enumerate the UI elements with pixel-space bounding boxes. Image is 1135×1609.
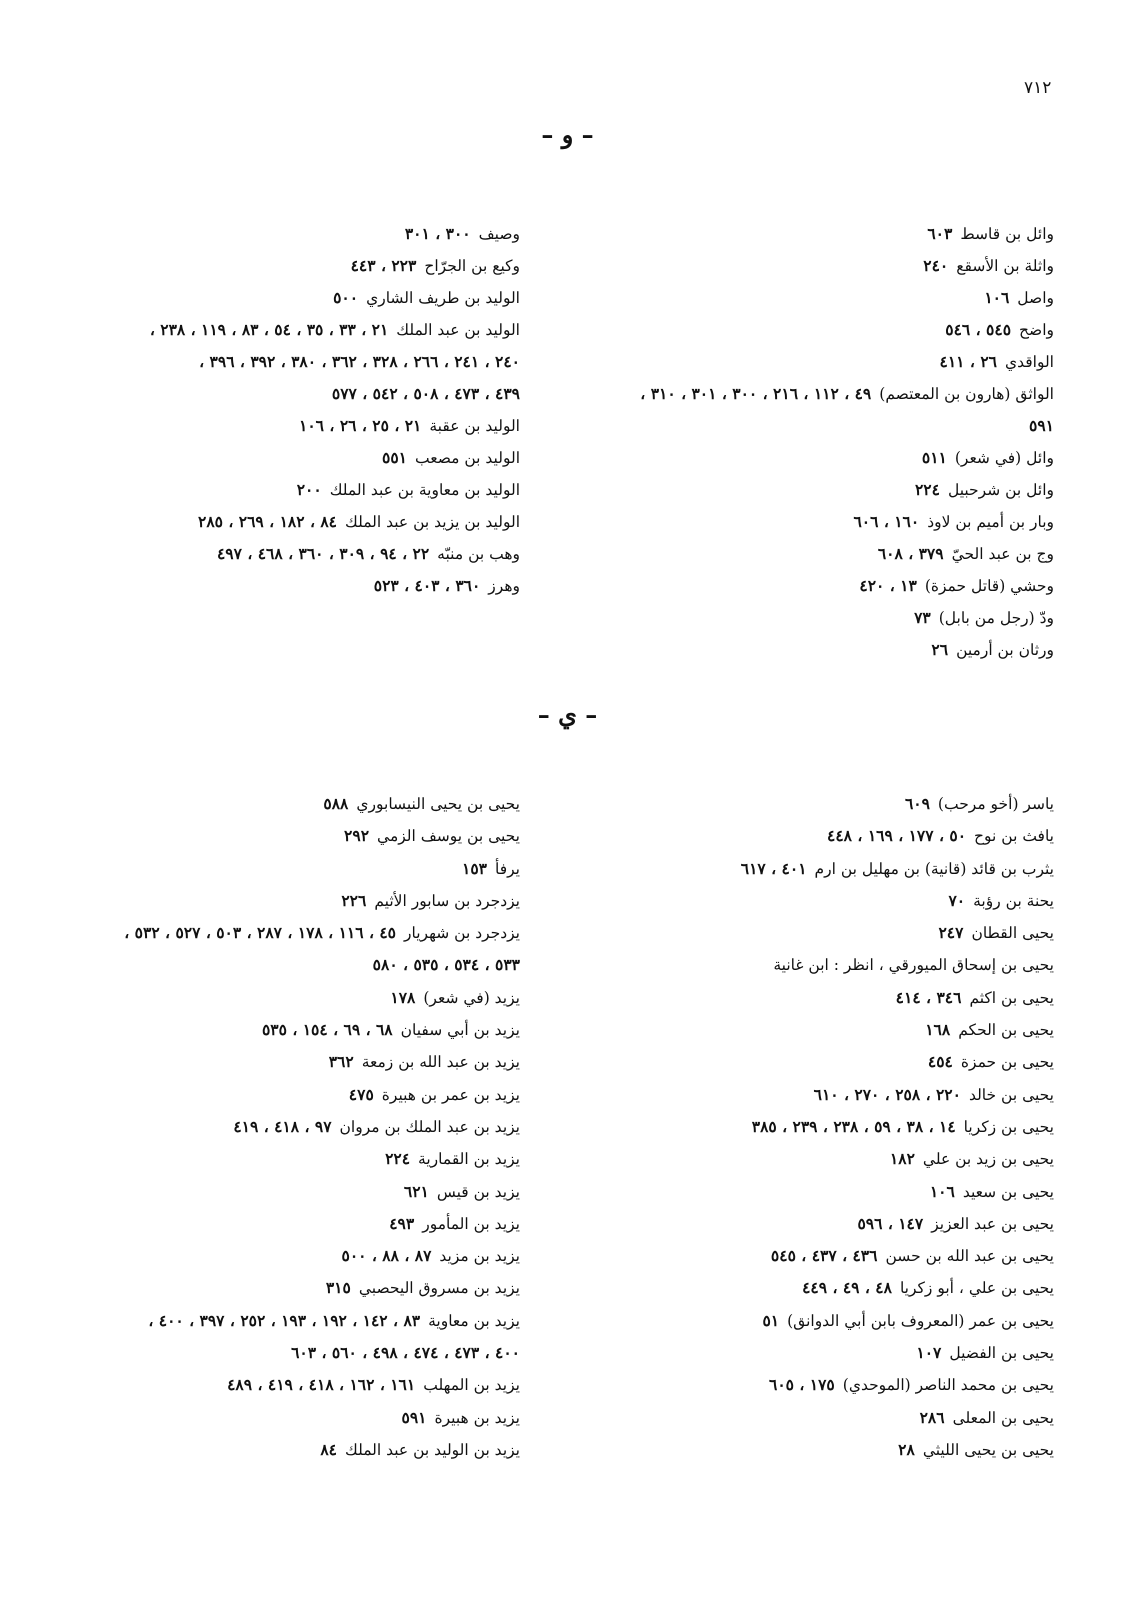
entry-name: يحيى بن خالد [968, 1085, 1054, 1104]
index-entry [560, 1402, 1054, 1434]
entry-name: يزيد بن هبيرة [434, 1408, 520, 1427]
index-column-ya-left [40, 788, 520, 1466]
index-entry [560, 570, 1054, 602]
entry-page-refs: ٤٣٦ ، ٤٣٧ ، ٥٤٥ [770, 1246, 878, 1266]
entry-page-refs: ٢٢٣ ، ٤٤٣ [350, 256, 417, 275]
index-entry [560, 1305, 1054, 1337]
index-entry [40, 982, 520, 1014]
index-entry [560, 314, 1054, 346]
index-entry [560, 982, 1054, 1014]
index-entry [40, 788, 520, 820]
index-entry [560, 1143, 1054, 1175]
index-entry [560, 634, 1054, 666]
entry-name: وحشي (قاتل حمزة) [924, 577, 1054, 595]
entry-name: الوليد بن يزيد بن عبد الملك [345, 513, 520, 531]
entry-page-refs: ١٣ ، ٤٢٠ [859, 576, 917, 595]
entry-page-refs: ٤٩ ، ١١٢ ، ٢١٦ ، ٣٠٠ ، ٣٠١ ، ٣١٠ ، [640, 384, 872, 403]
index-entry [560, 1079, 1054, 1111]
entry-page-refs: ٢٢٠ ، ٢٥٨ ، ٢٧٠ ، ٦١٠ [813, 1084, 961, 1104]
entry-page-refs: ٦٨ ، ٦٩ ، ١٥٤ ، ٥٣٥ [261, 1020, 393, 1040]
index-entry [40, 378, 520, 410]
entry-name: وائل (في شعر) [954, 449, 1054, 467]
entry-page-refs: ٥٠٠ [333, 288, 359, 307]
entry-name: يزيد بن معاوية [428, 1311, 520, 1330]
entry-page-refs: ٣٤٦ ، ٤١٤ [895, 987, 962, 1007]
entry-name: يحيى بن يوسف الزمي [377, 827, 520, 846]
index-entry [40, 1305, 520, 1337]
entry-name: يحيى القطان [971, 924, 1054, 943]
entry-page-refs: ٥١١ [921, 448, 947, 467]
entry-name: يحيى بن اكثم [969, 988, 1054, 1007]
index-entry [40, 1046, 520, 1078]
entry-page-refs: ٥٣٣ ، ٥٣٤ ، ٥٣٥ ، ٥٨٠ [372, 955, 520, 975]
entry-name: يحيى بن محمد الناصر (الموحدي) [842, 1376, 1054, 1395]
entry-page-refs: ٣٧٩ ، ٦٠٨ [877, 544, 944, 563]
index-entry [40, 1402, 520, 1434]
index-entry [560, 1208, 1054, 1240]
entry-name: يحيى بن زكريا [963, 1117, 1054, 1136]
entry-page-refs: ٦٠٣ [927, 224, 953, 243]
entry-name: ورثان بن أرمين [956, 641, 1054, 659]
entry-name: يحيى بن عمر (المعروف بابن أبي الدوانق) [787, 1311, 1054, 1330]
entry-name: يحيى بن علي ، أبو زكريا [899, 1279, 1054, 1298]
entry-page-refs: ٤٨ ، ٤٩ ، ٤٤٩ [802, 1278, 892, 1298]
entry-name: الوليد بن عقبة [429, 417, 520, 435]
entry-name: يزيد بن أبي سفيان [400, 1021, 520, 1040]
index-entry [40, 885, 520, 917]
entry-page-refs: ١٦١ ، ١٦٢ ، ٤١٨ ، ٤١٩ ، ٤٨٩ [227, 1375, 416, 1395]
index-entry [560, 474, 1054, 506]
index-entry [560, 1337, 1054, 1369]
entry-name: واضح [1019, 321, 1054, 339]
index-entry [560, 1434, 1054, 1466]
index-entry [560, 853, 1054, 885]
entry-name: وبار بن أميم بن لاوذ [927, 513, 1054, 531]
entry-name: الواقدي [1004, 353, 1054, 371]
entry-page-refs: ٤٥٤ [927, 1052, 953, 1072]
entry-page-refs: ٨٧ ، ٨٨ ، ٥٠٠ [341, 1246, 432, 1266]
entry-name: الوليد بن طريف الشاري [366, 289, 520, 307]
entry-page-refs: ٨٤ ، ١٨٢ ، ٢٦٩ ، ٢٨٥ [198, 512, 337, 531]
entry-page-refs: ١٦٨ [925, 1020, 951, 1040]
index-entry [40, 474, 520, 506]
entry-page-refs: ٣٦٠ ، ٤٠٣ ، ٥٢٣ [373, 576, 481, 595]
index-entry [40, 506, 520, 538]
entry-name: يحيى بن المعلى [952, 1408, 1054, 1427]
entry-page-refs: ١٧٨ [390, 987, 416, 1007]
index-entry [40, 218, 520, 250]
entry-page-refs: ٢٢ ، ٩٤ ، ٣٠٩ ، ٣٦٠ ، ٤٦٨ ، ٤٩٧ [216, 544, 430, 563]
entry-name: يزيد بن المأمور [422, 1214, 520, 1233]
entry-name: ياسر (أخو مرحب) [937, 795, 1054, 813]
entry-name: الوليد بن مصعب [415, 449, 520, 467]
index-entry [560, 1369, 1054, 1401]
index-entry [40, 1143, 520, 1175]
entry-name: يرفأ [495, 859, 520, 878]
index-entry [560, 917, 1054, 949]
entry-page-refs: ٥٥١ [382, 448, 408, 467]
entry-page-refs: ٥٠ ، ١٧٧ ، ١٦٩ ، ٤٤٨ [827, 826, 967, 846]
index-entry [40, 410, 520, 442]
entry-page-refs: ٥٤٥ ، ٥٤٦ [945, 320, 1012, 339]
index-entry [560, 442, 1054, 474]
index-entry [40, 917, 520, 949]
entry-page-refs: ٧٠ [948, 890, 966, 910]
entry-name: الوليد بن عبد الملك [396, 321, 520, 339]
index-entry [560, 250, 1054, 282]
index-entry [40, 820, 520, 852]
index-entry [40, 1369, 520, 1401]
index-entry [40, 853, 520, 885]
index-entry [560, 1111, 1054, 1143]
entry-name: واثلة بن الأسقع [956, 257, 1054, 275]
entry-page-refs: ٤٣٩ ، ٤٧٣ ، ٥٠٨ ، ٥٤٢ ، ٥٧٧ [331, 384, 520, 403]
entry-name: يزيد بن عبد الملك بن مروان [339, 1117, 520, 1136]
entry-page-refs: ١٧٥ ، ٦٠٥ [769, 1375, 835, 1395]
entry-page-refs: ١٠٦ [929, 1181, 955, 1201]
entry-name: وهب بن منبّه [437, 545, 520, 563]
entry-name: وائل بن قاسط [960, 225, 1054, 243]
entry-name: يزدجرد بن سابور الأثيم [374, 891, 520, 910]
index-entry [560, 378, 1054, 410]
entry-page-refs: ٥٩١ [401, 1407, 427, 1427]
entry-name: الوليد بن معاوية بن عبد الملك [329, 481, 520, 499]
entry-name: يزيد بن الوليد بن عبد الملك [345, 1440, 520, 1459]
entry-name: يزيد (في شعر) [423, 988, 520, 1007]
entry-page-refs: ٨٤ [320, 1439, 337, 1459]
index-entry [40, 570, 520, 602]
entry-name: يافث بن نوح [974, 827, 1054, 846]
entry-name: يزيد بن المهلب [423, 1376, 520, 1395]
entry-name: الواثق (هارون بن المعتصم) [879, 385, 1054, 403]
entry-page-refs: ١٠٧ [916, 1343, 942, 1363]
index-entry [560, 1176, 1054, 1208]
entry-page-refs: ١٨٢ [889, 1149, 915, 1169]
entry-page-refs: ٦٠٩ [904, 794, 930, 813]
index-entry [40, 250, 520, 282]
entry-page-refs: ٥٨٨ [323, 794, 349, 813]
entry-name: يزيد بن عبد الله بن زمعة [361, 1053, 520, 1072]
index-entry [40, 1111, 520, 1143]
entry-name: يحيى بن إسحاق الميورقي ، انظر : ابن غانية [773, 956, 1054, 975]
entry-page-refs: ٥١ [762, 1310, 780, 1330]
entry-name: ودّ (رجل من بابل) [938, 609, 1054, 627]
index-entry [560, 788, 1054, 820]
entry-page-refs: ٢٦ ، ٤١١ [939, 352, 997, 371]
index-entry [560, 218, 1054, 250]
entry-page-refs: ٢٨٦ [919, 1407, 945, 1427]
entry-name: يحنة بن رؤبة [973, 891, 1054, 910]
entry-page-refs: ١٠٦ [984, 288, 1010, 307]
index-entry [40, 1434, 520, 1466]
index-entry [40, 1014, 520, 1046]
entry-page-refs: ٤٩٣ [389, 1213, 415, 1233]
entry-name: يزيد بن قيس [436, 1182, 520, 1201]
entry-name: يزيد بن مسروق اليحصبي [358, 1279, 520, 1298]
entry-page-refs: ٤٥ ، ١١٦ ، ١٧٨ ، ٢٨٧ ، ٥٠٣ ، ٥٢٧ ، ٥٣٢ ، [124, 923, 397, 943]
entry-name: يزيد بن مزيد [439, 1247, 520, 1266]
entry-name: يحيى بن الحكم [958, 1021, 1054, 1040]
entry-page-refs: ٥٩١ [1029, 416, 1054, 435]
entry-page-refs: ٢٢٦ [341, 890, 367, 910]
entry-name: يزيد بن القمارية [418, 1150, 520, 1169]
entry-page-refs: ١٤ ، ٣٨ ، ٥٩ ، ٢٣٨ ، ٢٣٩ ، ٣٨٥ [751, 1116, 956, 1136]
index-column-waw-left [40, 218, 520, 602]
entry-page-refs: ٢٤٠ ، ٢٤١ ، ٢٦٦ ، ٣٢٨ ، ٣٦٢ ، ٣٨٠ ، ٣٩٢ ، ٣٩٦ ، [199, 352, 520, 371]
entry-page-refs: ٤٠٠ ، ٤٧٣ ، ٤٧٤ ، ٤٩٨ ، ٥٦٠ ، ٦٠٣ [291, 1343, 520, 1363]
entry-page-refs: ٢٨ [898, 1439, 915, 1459]
entry-page-refs: ٤٠١ ، ٦١٧ [740, 858, 807, 878]
entry-page-refs: ٨٣ ، ١٤٢ ، ١٩٢ ، ١٩٣ ، ٢٥٢ ، ٣٩٧ ، ٤٠٠ ، [148, 1310, 421, 1330]
section-heading-ya: – ي – [537, 700, 598, 729]
entry-page-refs: ٤٧٥ [348, 1084, 374, 1104]
index-entry [40, 1240, 520, 1272]
index-entry [40, 538, 520, 570]
index-entry [560, 282, 1054, 314]
index-entry [560, 602, 1054, 634]
entry-page-refs: ٧٣ [914, 608, 931, 627]
index-entry [40, 949, 520, 981]
index-entry [560, 506, 1054, 538]
entry-name: يثرب بن قائد (قانية) بن مهليل بن ارم [814, 859, 1054, 878]
entry-page-refs: ٢١ ، ٣٣ ، ٣٥ ، ٥٤ ، ٨٣ ، ١١٩ ، ٢٣٨ ، [149, 320, 389, 339]
index-entry [560, 1272, 1054, 1304]
index-entry [40, 442, 520, 474]
entry-name: يزدجرد بن شهريار [404, 924, 520, 943]
entry-page-refs: ٢٠٠ [296, 480, 322, 499]
index-entry [560, 1014, 1054, 1046]
entry-page-refs: ١٤٧ ، ٥٩٦ [857, 1213, 924, 1233]
index-entry [40, 1272, 520, 1304]
page-number: ٧١٢ [1024, 78, 1052, 98]
entry-name: يحيى بن سعيد [962, 1182, 1054, 1201]
entry-name: يحيى بن عبد الله بن حسن [885, 1247, 1054, 1266]
entry-name: يحيى بن عبد العزيز [931, 1214, 1054, 1233]
index-entry [560, 1046, 1054, 1078]
index-entry [560, 410, 1054, 442]
index-entry [560, 538, 1054, 570]
entry-page-refs: ٢٤٧ [938, 923, 964, 943]
entry-page-refs: ٢٦ [931, 640, 949, 659]
entry-page-refs: ٢١ ، ٢٥ ، ٢٦ ، ١٠٦ [299, 416, 422, 435]
entry-name: وهرز [488, 577, 520, 595]
index-entry [560, 346, 1054, 378]
index-entry [40, 282, 520, 314]
entry-page-refs: ٦٢١ [403, 1181, 429, 1201]
entry-page-refs: ٣٦٢ [328, 1052, 354, 1072]
entry-page-refs: ١٦٠ ، ٦٠٦ [853, 512, 920, 531]
index-entry [560, 820, 1054, 852]
entry-name: يحيى بن يحيى الليثي [922, 1440, 1054, 1459]
entry-name: وج بن عبد الحيّ [951, 545, 1054, 563]
entry-page-refs: ٩٧ ، ٤١٨ ، ٤١٩ [233, 1116, 332, 1136]
section-heading-waw: – و – [541, 120, 594, 149]
entry-name: يحيى بن حمزة [960, 1053, 1054, 1072]
index-entry [560, 1240, 1054, 1272]
index-entry [40, 1176, 520, 1208]
entry-page-refs: ٢٤٠ [923, 256, 949, 275]
entry-name: يحيى بن الفضيل [949, 1344, 1054, 1363]
index-entry [560, 885, 1054, 917]
entry-name: واصل [1017, 289, 1054, 307]
index-entry [40, 314, 520, 346]
entry-name: يزيد بن عمر بن هبيرة [381, 1085, 520, 1104]
entry-page-refs: ٣١٥ [325, 1278, 351, 1298]
entry-page-refs: ٢٢٤ [914, 480, 940, 499]
index-entry [40, 1337, 520, 1369]
entry-page-refs: ٢٢٤ [385, 1149, 411, 1169]
index-entry [40, 346, 520, 378]
entry-name: وكيع بن الجرّاح [424, 257, 520, 275]
index-column-ya-right [560, 788, 1054, 1466]
entry-name: يحيى بن يحيى النيسابوري [356, 795, 520, 813]
index-column-waw-right [560, 218, 1054, 666]
entry-page-refs: ١٥٣ [462, 858, 487, 878]
entry-name: وائل بن شرحبيل [947, 481, 1054, 499]
entry-name: وصيف [478, 225, 520, 243]
index-entry [40, 1208, 520, 1240]
entry-page-refs: ٣٠٠ ، ٣٠١ [404, 224, 471, 243]
entry-name: يحيى بن زيد بن علي [922, 1150, 1054, 1169]
index-entry [560, 949, 1054, 981]
index-entry [40, 1079, 520, 1111]
entry-page-refs: ٢٩٢ [344, 826, 370, 846]
